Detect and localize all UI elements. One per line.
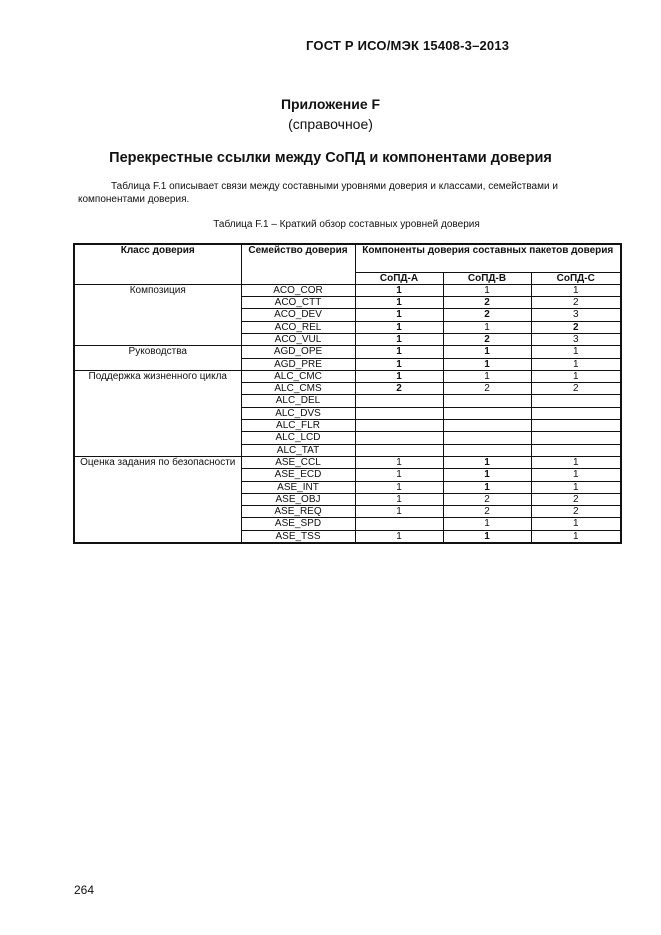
- header-class: Класс доверия: [74, 244, 241, 284]
- capd-c-value-cell: 1: [531, 346, 621, 358]
- header-capd-a: СоПД-A: [355, 272, 443, 284]
- table-row: [74, 284, 621, 296]
- assurance-family-cell: ASE_OBJ: [241, 493, 355, 505]
- capd-b-value-cell: [443, 432, 531, 444]
- assurance-family-cell: ALC_FLR: [241, 420, 355, 432]
- capd-b-value-cell: 2: [443, 309, 531, 321]
- capd-b-value-cell: 1: [443, 481, 531, 493]
- capd-a-value-cell: 1: [355, 506, 443, 518]
- capd-c-value-cell: 1: [531, 481, 621, 493]
- capd-b-value-cell: [443, 395, 531, 407]
- table-body: [74, 284, 621, 543]
- table-row: [74, 370, 621, 382]
- table-row: [74, 456, 621, 468]
- assurance-family-cell: ASE_INT: [241, 481, 355, 493]
- assurance-class-cell: Оценка задания по безопасности: [74, 456, 241, 543]
- capd-b-value-cell: [443, 407, 531, 419]
- capd-b-value-cell: 1: [443, 321, 531, 333]
- capd-b-value-cell: 2: [443, 506, 531, 518]
- capd-a-value-cell: 1: [355, 333, 443, 345]
- assurance-family-cell: ALC_CMC: [241, 370, 355, 382]
- capd-b-value-cell: 1: [443, 518, 531, 530]
- appendix-title: Приложение F: [280, 96, 381, 112]
- assurance-family-cell: ACO_VUL: [241, 333, 355, 345]
- section-title: Перекрестные ссылки между СоПД и компонентами доверия: [109, 150, 552, 166]
- assurance-class-cell: Поддержка жизненного цикла: [74, 370, 241, 456]
- capd-c-value-cell: [531, 395, 621, 407]
- capd-c-value-cell: 1: [531, 469, 621, 481]
- capd-summary-table: [73, 243, 622, 544]
- capd-c-value-cell: 1: [531, 370, 621, 382]
- capd-b-value-cell: 1: [443, 530, 531, 543]
- capd-c-value-cell: 1: [531, 530, 621, 543]
- capd-c-value-cell: 1: [531, 456, 621, 468]
- header-family: Семейство доверия: [241, 244, 355, 284]
- table-row: [74, 346, 621, 358]
- assurance-family-cell: ASE_SPD: [241, 518, 355, 530]
- capd-a-value-cell: 1: [355, 469, 443, 481]
- capd-c-value-cell: 2: [531, 383, 621, 395]
- capd-a-value-cell: [355, 518, 443, 530]
- appendix-subtitle: (справочное): [288, 116, 373, 132]
- assurance-family-cell: ALC_LCD: [241, 432, 355, 444]
- assurance-family-cell: ACO_CTT: [241, 297, 355, 309]
- capd-b-value-cell: 2: [443, 333, 531, 345]
- assurance-family-cell: ACO_REL: [241, 321, 355, 333]
- assurance-family-cell: ASE_CCL: [241, 456, 355, 468]
- capd-b-value-cell: 1: [443, 456, 531, 468]
- page-number: 264: [74, 883, 95, 897]
- capd-b-value-cell: 1: [443, 346, 531, 358]
- capd-a-value-cell: 1: [355, 493, 443, 505]
- capd-c-value-cell: 2: [531, 297, 621, 309]
- capd-a-value-cell: 1: [355, 530, 443, 543]
- capd-b-value-cell: [443, 444, 531, 456]
- capd-c-value-cell: 1: [531, 284, 621, 296]
- capd-a-value-cell: 1: [355, 370, 443, 382]
- assurance-family-cell: ALC_TAT: [241, 444, 355, 456]
- capd-a-value-cell: 1: [355, 346, 443, 358]
- capd-c-value-cell: 1: [531, 518, 621, 530]
- assurance-family-cell: AGD_OPE: [241, 346, 355, 358]
- capd-a-value-cell: 1: [355, 481, 443, 493]
- capd-b-value-cell: [443, 420, 531, 432]
- assurance-family-cell: ACO_DEV: [241, 309, 355, 321]
- table-caption: Таблица F.1 – Краткий обзор составных уровней доверия: [213, 219, 480, 230]
- capd-c-value-cell: 2: [531, 321, 621, 333]
- assurance-family-cell: AGD_PRE: [241, 358, 355, 370]
- capd-c-value-cell: 2: [531, 493, 621, 505]
- capd-a-value-cell: 1: [355, 309, 443, 321]
- capd-c-value-cell: [531, 407, 621, 419]
- capd-b-value-cell: 1: [443, 469, 531, 481]
- capd-a-value-cell: 1: [355, 284, 443, 296]
- assurance-family-cell: ALC_DEL: [241, 395, 355, 407]
- capd-c-value-cell: [531, 444, 621, 456]
- capd-b-value-cell: 2: [443, 297, 531, 309]
- capd-a-value-cell: [355, 444, 443, 456]
- capd-a-value-cell: [355, 432, 443, 444]
- capd-b-value-cell: 1: [443, 370, 531, 382]
- capd-a-value-cell: 1: [355, 297, 443, 309]
- capd-c-value-cell: 3: [531, 333, 621, 345]
- capd-a-value-cell: [355, 407, 443, 419]
- assurance-class-cell: Композиция: [74, 284, 241, 345]
- header-capd-c: СоПД-C: [531, 272, 621, 284]
- assurance-family-cell: ALC_DVS: [241, 407, 355, 419]
- capd-c-value-cell: [531, 420, 621, 432]
- capd-b-value-cell: 1: [443, 284, 531, 296]
- assurance-family-cell: ACO_COR: [241, 284, 355, 296]
- capd-a-value-cell: 1: [355, 321, 443, 333]
- capd-b-value-cell: 1: [443, 358, 531, 370]
- header-components: Компоненты доверия составных пакетов доверия: [355, 244, 621, 272]
- intro-paragraph: Таблица F.1 описывает связи между составными уровнями доверия и классами, семействами и компонентами доверия.: [78, 181, 558, 205]
- assurance-family-cell: ASE_REQ: [241, 506, 355, 518]
- capd-a-value-cell: 2: [355, 383, 443, 395]
- capd-a-value-cell: [355, 420, 443, 432]
- assurance-family-cell: ALC_CMS: [241, 383, 355, 395]
- capd-b-value-cell: 2: [443, 383, 531, 395]
- capd-c-value-cell: 2: [531, 506, 621, 518]
- capd-c-value-cell: 1: [531, 358, 621, 370]
- document-code: ГОСТ Р ИСО/МЭК 15408-3–2013: [306, 38, 510, 53]
- capd-c-value-cell: [531, 432, 621, 444]
- capd-b-value-cell: 2: [443, 493, 531, 505]
- capd-a-value-cell: 1: [355, 456, 443, 468]
- capd-c-value-cell: 3: [531, 309, 621, 321]
- assurance-family-cell: ASE_TSS: [241, 530, 355, 543]
- capd-a-value-cell: 1: [355, 358, 443, 370]
- assurance-family-cell: ASE_ECD: [241, 469, 355, 481]
- capd-a-value-cell: [355, 395, 443, 407]
- assurance-class-cell: Руководства: [74, 346, 241, 371]
- header-capd-b: СоПД-B: [443, 272, 531, 284]
